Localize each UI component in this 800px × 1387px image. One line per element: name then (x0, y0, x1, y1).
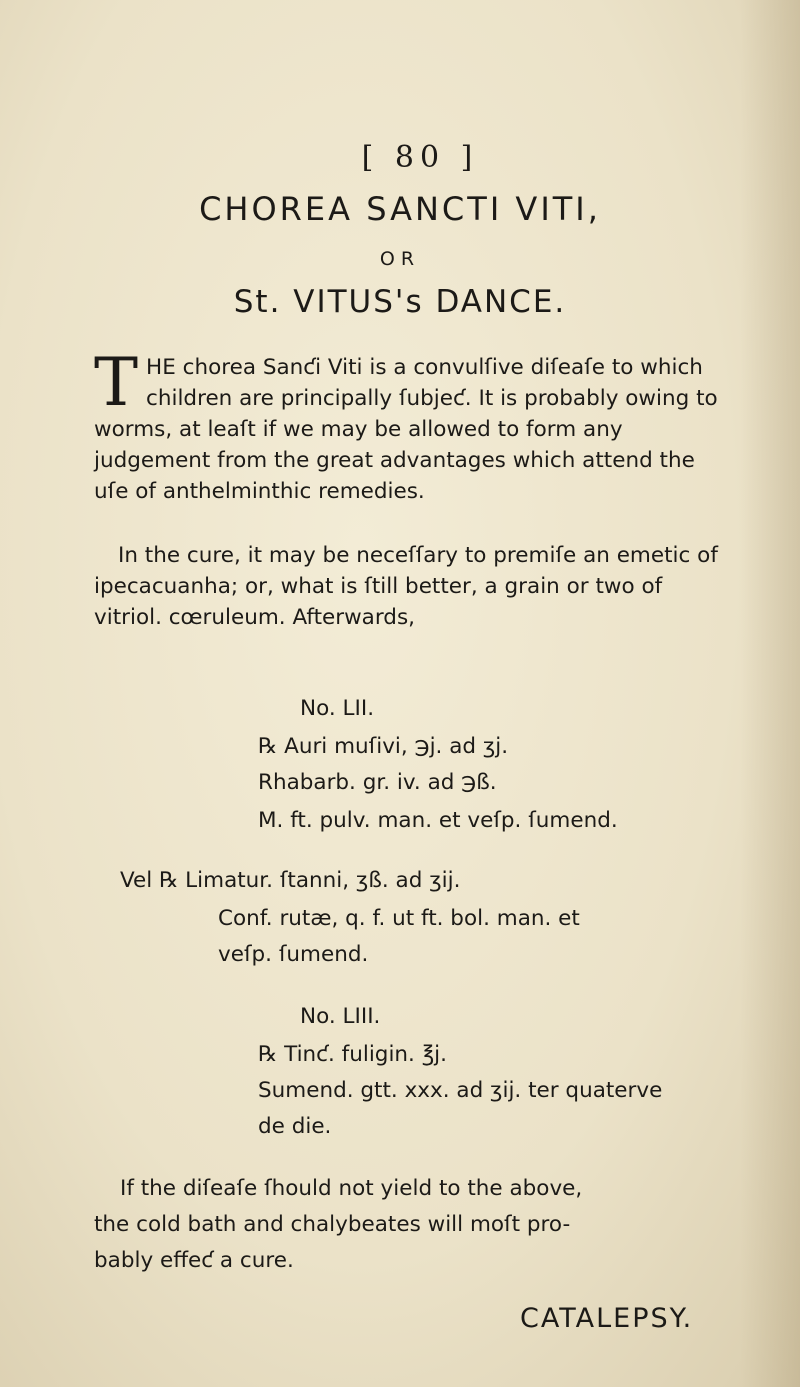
recipe-52-number: No. LII. (300, 696, 375, 721)
recipe-53-line-1: ℞ Tinƈ. fuligin. ℥j. (258, 1042, 447, 1067)
recipe-53-number: No. LIII. (300, 1004, 381, 1029)
cure-paragraph: In the cure, it may be neceſſary to premiſe an emetic of ipecacuanha; or, what is ſtill better, a grain or two of vitriol. cœruleum. Afterwards, (94, 543, 718, 630)
recipe-52-line-1: ℞ Auri muſivi, ℈j. ad ʒj. (258, 734, 509, 759)
chapter-subtitle: St. VITUS's DANCE. (233, 284, 567, 320)
intro-paragraph (94, 344, 724, 507)
alt-recipe-line-1: Vel ℞ Limatur. ſtanni, ʒß. ad ʒij. (120, 868, 461, 893)
title-or: OR (379, 248, 421, 270)
recipe-52-line-2: Rhabarb. gr. iv. ad ℈ß. (258, 770, 497, 795)
closing-line-2: the cold bath and chalybeates will moſt pro- (94, 1212, 571, 1237)
recipe-53-line-2: Sumend. gtt. xxx. ad ʒij. ter quaterve (258, 1078, 663, 1103)
page-number: [ 80 ] (361, 140, 479, 175)
recipe-52-line-3: M. ft. pulv. man. et veſp. ſumend. (258, 808, 618, 833)
alt-recipe-line-2: Conf. rutæ, q. f. ut ft. bol. man. et (218, 906, 580, 931)
intro-paragraph-text: HE chorea Sanƈi Viti is a convulſive diſeaſe to which children are principally ſubjeƈ. It is probably owing to worms, at leaſt if we may be allowed to form any judgement from the great advantages which attend the uſe of anthelminthic remedies. (94, 355, 718, 504)
closing-line-3: bably effeƈ a cure. (94, 1248, 294, 1273)
alt-recipe-line-3: veſp. ſumend. (218, 942, 369, 967)
drop-cap: T (94, 344, 139, 421)
closing-line-1: If the diſeaſe ſhould not yield to the above, (120, 1176, 583, 1201)
next-section-heading: CATALEPSY. (520, 1303, 694, 1334)
chapter-title: CHOREA SANCTI VITI, (199, 190, 601, 228)
recipe-53-line-3: de die. (258, 1114, 332, 1139)
